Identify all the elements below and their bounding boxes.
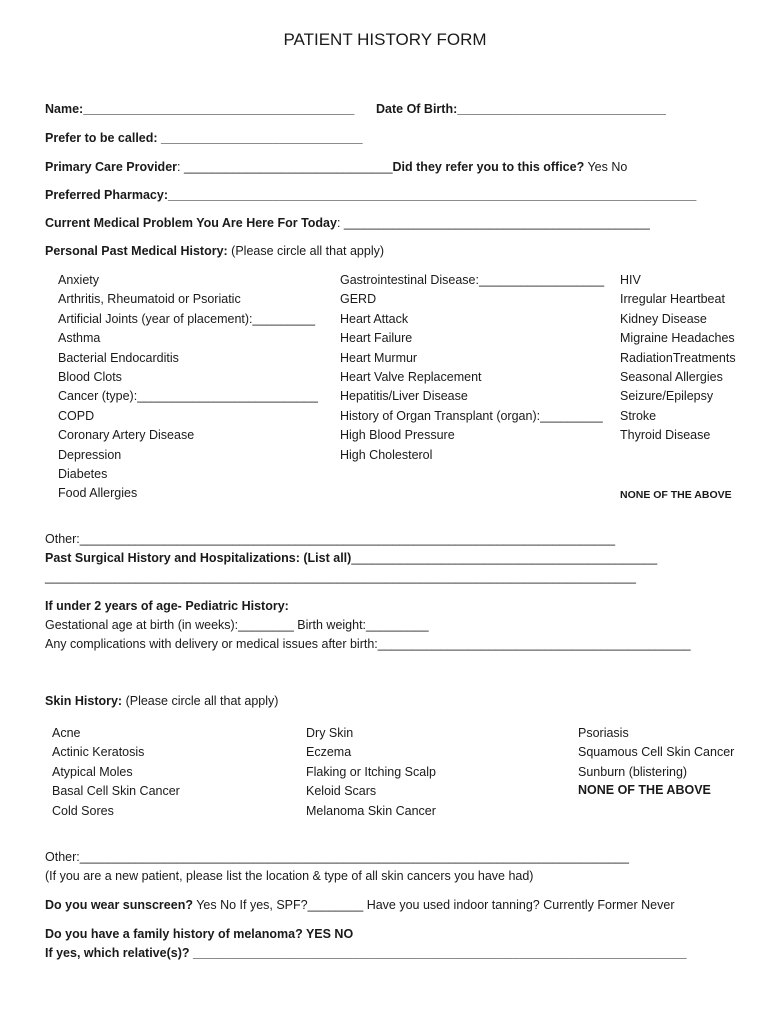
condition-option[interactable]: RadiationTreatments	[620, 350, 736, 365]
condition-option[interactable]: History of Organ Transplant (organ):_________	[340, 408, 603, 423]
condition-option[interactable]: Food Allergies	[58, 486, 138, 501]
condition-option[interactable]: Sunburn (blistering)	[578, 764, 688, 779]
surgical-label: Past Surgical History and Hospitalizations: (List all)	[45, 551, 352, 565]
pharmacy-field[interactable]: Preferred Pharmacy:____________________________________________________________________________	[45, 188, 697, 202]
condition-option[interactable]: Stroke	[620, 408, 657, 423]
condition-option[interactable]: Thyroid Disease	[620, 428, 711, 443]
condition-option[interactable]: Arthritis, Rheumatoid or Psoriatic	[58, 292, 241, 307]
condition-option[interactable]: Atypical Moles	[52, 764, 133, 779]
condition-option[interactable]: Hepatitis/Liver Disease	[340, 389, 468, 404]
condition-option[interactable]: Asthma	[58, 331, 101, 346]
melanoma-row	[45, 927, 353, 941]
other-skin-field[interactable]: Other:_______________________________________________________________________________	[45, 850, 629, 864]
condition-option[interactable]: Eczema	[306, 745, 352, 760]
condition-option[interactable]: Heart Murmur	[340, 350, 418, 365]
medical-none-option[interactable]: NONE OF THE ABOVE	[620, 489, 732, 501]
condition-option[interactable]: GERD	[340, 292, 377, 307]
condition-option[interactable]: Irregular Heartbeat	[620, 292, 725, 307]
sunscreen-question: Do you wear sunscreen?	[45, 898, 193, 912]
condition-option[interactable]: Migraine Headaches	[620, 331, 735, 346]
condition-option[interactable]: High Cholesterol	[340, 447, 433, 462]
refer-options[interactable]: Yes No	[587, 160, 628, 174]
condition-option[interactable]: Seasonal Allergies	[620, 370, 723, 384]
skin-heading	[45, 694, 278, 708]
surgical-row	[45, 551, 657, 565]
condition-option[interactable]: Dry Skin	[306, 726, 354, 740]
gestational-age-field[interactable]: Gestational age at birth (in weeks):________ Birth weight:_________	[45, 618, 429, 632]
condition-option[interactable]: Psoriasis	[578, 726, 629, 740]
sunscreen-options[interactable]: Yes No If yes, SPF?________ Have you used indoor tanning? Currently Former Never	[192, 898, 675, 912]
melanoma-question: Do you have a family history of melanoma?	[45, 927, 303, 941]
condition-option[interactable]: Squamous Cell Skin Cancer	[578, 745, 735, 760]
current-problem-label: Current Medical Problem You Are Here For Today	[45, 216, 337, 230]
current-problem-field[interactable]: : ____________________________________________	[336, 216, 650, 230]
surgical-field[interactable]: ____________________________________________	[351, 551, 658, 565]
pmh-heading	[45, 244, 384, 258]
condition-option[interactable]: Blood Clots	[58, 370, 122, 384]
condition-option[interactable]: Kidney Disease	[620, 311, 707, 326]
pcp-field[interactable]: : ______________________________	[177, 160, 393, 174]
condition-option[interactable]: Basal Cell Skin Cancer	[52, 784, 180, 799]
skin-label: Skin History:	[45, 694, 123, 708]
pcp-label: Primary Care Provider	[45, 160, 178, 174]
condition-option[interactable]: Bacterial Endocarditis	[58, 350, 179, 365]
skin-none-option[interactable]: NONE OF THE ABOVE	[578, 783, 711, 797]
page-title: PATIENT HISTORY FORM	[283, 30, 487, 49]
condition-option[interactable]: Coronary Artery Disease	[58, 428, 195, 443]
condition-option[interactable]: Actinic Keratosis	[52, 745, 145, 760]
condition-option[interactable]: Melanoma Skin Cancer	[306, 803, 436, 818]
condition-option[interactable]: Heart Attack	[340, 311, 409, 326]
condition-option[interactable]: Flaking or Itching Scalp	[306, 764, 436, 779]
pmh-note: (Please circle all that apply)	[227, 244, 385, 258]
current-problem-row	[45, 216, 650, 230]
refer-question: Did they refer you to this office?	[392, 160, 585, 174]
pediatric-heading: If under 2 years of age- Pediatric History:	[45, 599, 289, 613]
condition-option[interactable]: Diabetes	[58, 467, 108, 481]
condition-option[interactable]: Artificial Joints (year of placement):_________	[58, 311, 316, 326]
sunscreen-row	[45, 898, 675, 912]
relatives-field[interactable]: If yes, which relative(s)? _______________________________________________________________________	[45, 946, 687, 960]
pmh-label: Personal Past Medical History:	[45, 244, 228, 258]
condition-option[interactable]: Heart Valve Replacement	[340, 370, 482, 384]
dob-field[interactable]: Date Of Birth:______________________________	[376, 102, 666, 116]
pcp-row	[45, 160, 627, 174]
condition-option[interactable]: HIV	[620, 273, 641, 287]
condition-option[interactable]: Cold Sores	[52, 803, 114, 818]
preferred-name-field[interactable]: Prefer to be called: _____________________________	[45, 131, 363, 145]
condition-option[interactable]: Keloid Scars	[306, 784, 377, 799]
condition-option[interactable]: Acne	[52, 726, 81, 740]
condition-option[interactable]: Depression	[58, 447, 122, 462]
name-field[interactable]: Name:_______________________________________	[45, 102, 355, 116]
condition-option[interactable]: Heart Failure	[340, 331, 413, 346]
condition-option[interactable]: COPD	[58, 408, 95, 423]
skin-cancer-note: (If you are a new patient, please list the location & type of all skin cancers you have had)	[45, 869, 534, 883]
condition-option[interactable]: Seizure/Epilepsy	[620, 389, 714, 404]
complications-field[interactable]: Any complications with delivery or medical issues after birth:_____________________________________________	[45, 637, 691, 651]
condition-option[interactable]: Anxiety	[58, 273, 99, 287]
condition-option[interactable]: High Blood Pressure	[340, 428, 455, 443]
surgical-field-line-2[interactable]: _____________________________________________________________________________________	[45, 570, 636, 584]
other-medical-field[interactable]: Other:_____________________________________________________________________________	[45, 532, 616, 546]
condition-option[interactable]: Gastrointestinal Disease:__________________	[340, 273, 605, 287]
melanoma-options[interactable]: YES NO	[302, 927, 354, 941]
skin-note: (Please circle all that apply)	[122, 694, 279, 708]
condition-option[interactable]: Cancer (type):__________________________	[58, 389, 318, 404]
